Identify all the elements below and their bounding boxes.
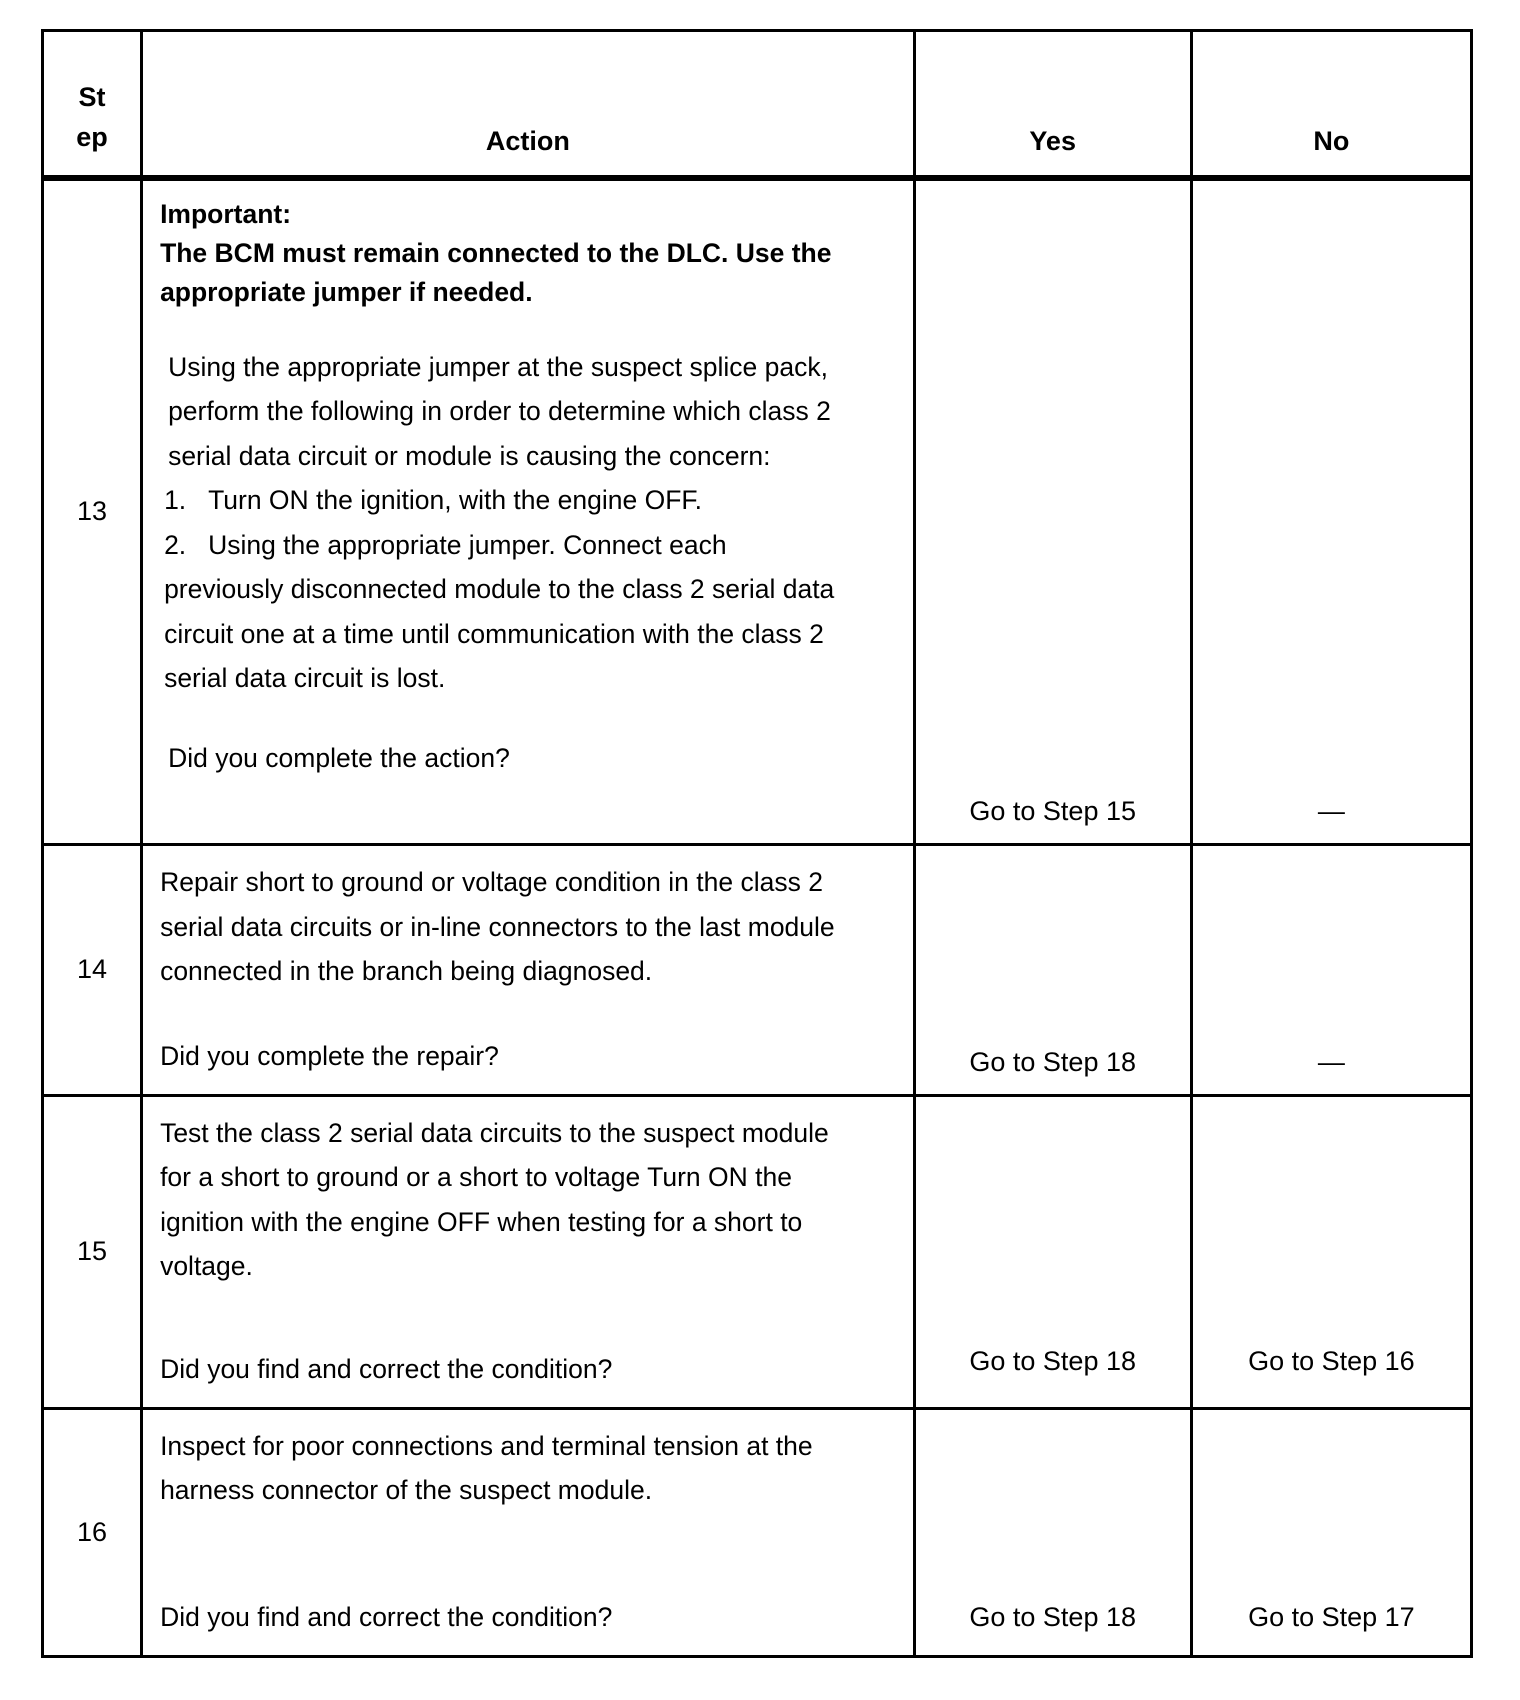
list-item: Using the appropriate jumper. Connect each previously disconnected module to the class 2 serial data circuit one at a time until communication with the class 2 serial data circuit is lost. [164, 529, 835, 693]
action-question: Did you complete the repair? [160, 1040, 499, 1071]
action-cell [142, 845, 915, 1096]
table-row [43, 178, 1472, 845]
header-action: Action [142, 31, 915, 178]
yes-cell: Go to Step 18 [914, 845, 1191, 1096]
important-text: The BCM must remain connected to the DLC. Use the appropriate jumper if needed. [160, 237, 832, 307]
step-number: 13 [43, 178, 142, 845]
action-question: Did you find and correct the condition? [160, 1601, 613, 1632]
action-body: Test the class 2 serial data circuits to the suspect module for a short to ground or a short to voltage Turn ON the ignition with the engine OFF when testing for a short to voltage. [160, 1117, 829, 1281]
action-step-2 [160, 523, 893, 701]
list-item: Turn ON the ignition, with the engine OFF. [208, 485, 702, 515]
header-step [43, 31, 142, 178]
action-cell [142, 178, 915, 845]
yes-cell: Go to Step 18 [914, 1408, 1191, 1656]
header-no: No [1191, 31, 1471, 178]
yes-cell: Go to Step 18 [914, 1095, 1191, 1408]
table-row [43, 1095, 1472, 1408]
table-header-row [43, 31, 1472, 178]
step-number: 16 [43, 1408, 142, 1656]
action-body: Using the appropriate jumper at the suspect splice pack, perform the following in order to determine which class 2 serial data circuit or module is causing the concern: [168, 351, 831, 471]
header-step-label: St ep [76, 81, 108, 152]
action-question: Did you find and correct the condition? [160, 1353, 613, 1384]
list-marker: 2. [164, 529, 187, 560]
no-cell: Go to Step 16 [1191, 1095, 1471, 1408]
no-cell: Go to Step 17 [1191, 1408, 1471, 1656]
step-number: 15 [43, 1095, 142, 1408]
no-cell: — [1191, 845, 1471, 1096]
important-label: Important: [160, 198, 292, 229]
list-marker: 1. [164, 485, 187, 515]
action-question: Did you complete the action? [168, 742, 510, 773]
action-body: Inspect for poor connections and terminal tension at the harness connector of the suspect module. [160, 1430, 813, 1505]
no-cell: — [1191, 178, 1471, 845]
table-row [43, 1408, 1472, 1656]
table-row [43, 845, 1472, 1096]
action-body: Repair short to ground or voltage condition in the class 2 serial data circuits or in-line connectors to the last module connected in the branch being diagnosed. [160, 867, 835, 986]
action-cell [142, 1095, 915, 1408]
action-step-1 [160, 478, 893, 523]
header-yes: Yes [914, 31, 1191, 178]
yes-cell: Go to Step 15 [914, 178, 1191, 845]
diagnostic-table [41, 29, 1473, 1658]
step-number: 14 [43, 845, 142, 1096]
action-cell [142, 1408, 915, 1656]
